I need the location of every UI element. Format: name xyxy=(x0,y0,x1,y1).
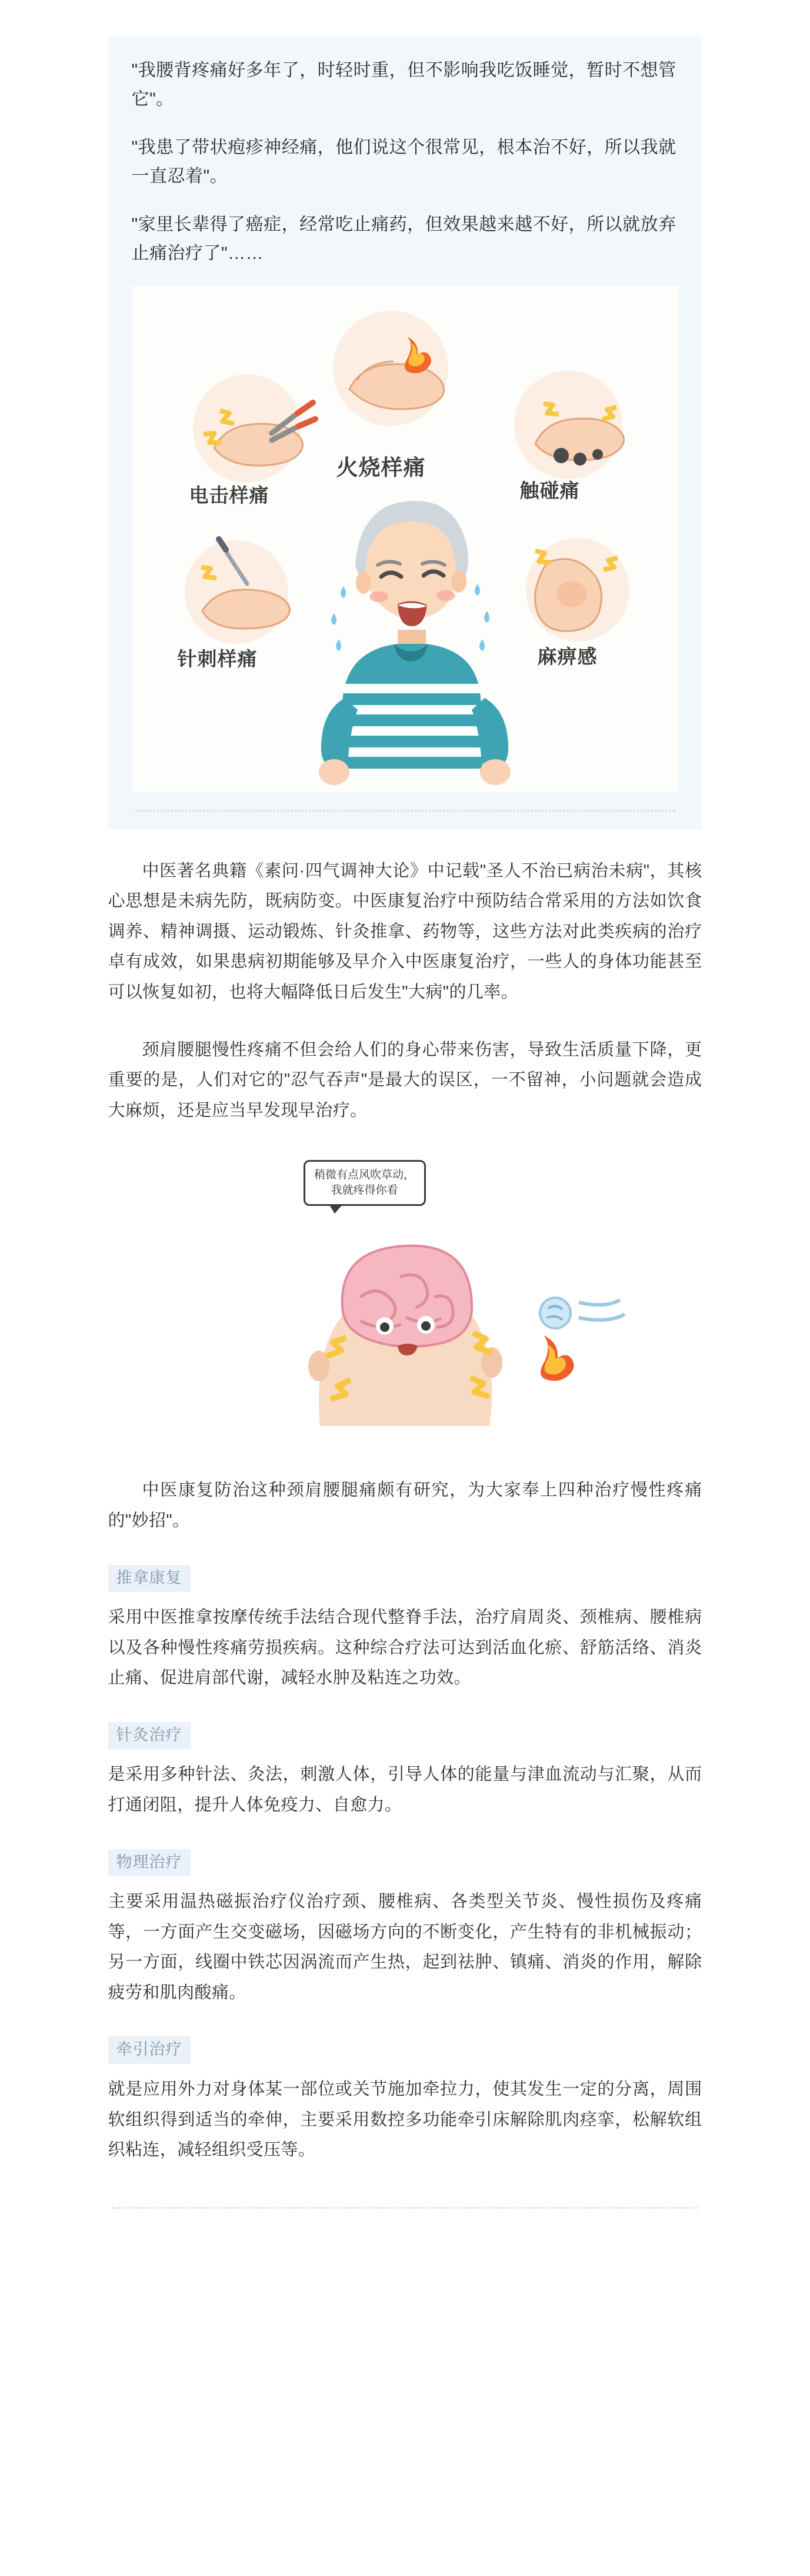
patient-quote: "家里长辈得了癌症，经常吃止痛药，但效果越来越不好，所以就放弃止痛治疗了"…… xyxy=(131,215,676,263)
section-title: 牵引治疗 xyxy=(108,2036,191,2063)
section-traction xyxy=(108,2008,702,2165)
section-title: 物理治疗 xyxy=(108,1849,191,1876)
section-acupuncture xyxy=(108,1694,702,1821)
burning-hand-group xyxy=(333,311,448,426)
divider xyxy=(135,810,675,812)
section-body: 是采用多种针法、灸法，刺激人体，引导人体的能量与津血流动与汇聚，从而打通闭阻，提升人体免疫力、自愈力。 xyxy=(108,1765,702,1814)
divider xyxy=(112,2207,699,2209)
label-numbness: 麻痹感 xyxy=(537,645,598,667)
section-body: 采用中医推拿按摩传统手法结合现代整脊手法，治疗肩周炎、颈椎病、腰椎病以及各种慢性疼痛劳损疾病。这种综合疗法可达到活血化瘀、舒筋活络、消炎止痛、促进肩部代谢，减轻水肿及粘连之功效。 xyxy=(108,1608,702,1688)
body-paragraph: 中医著名典籍《素问·四气调神大论》中记载"圣人不治已病治未病"，其核心思想是未病先防，既病防变。中医康复治疗中预防结合常采用的方法如饮食调养、精神调摄、运动锻炼、针灸推拿、药物等，这些方法对此类疾病的治疗卓有成效，如果患病初期能够及早介入中医康复治疗，一些人的身体功能甚至可以恢复如初，也将大幅降低日后发生"大病"的几率。 xyxy=(108,861,702,1002)
patient-quote: "我腰背疼痛好多年了，时轻时重，但不影响我吃饭睡觉，暂时不想管它"。 xyxy=(131,61,676,109)
section-physiotherapy xyxy=(108,1821,702,2009)
article-content xyxy=(108,0,702,2209)
pain-speech-bubble: 稍微有点风吹草动，我就疼得你看 xyxy=(304,1160,426,1205)
label-touch-pain: 触碰痛 xyxy=(519,479,580,501)
label-burning-pain: 火烧样痛 xyxy=(336,455,426,480)
body-paragraph: 颈肩腰腿慢性疼痛不但会给人们的身心带来伤害，导致生活质量下降，更重要的是，人们对它的"忍气吞声"是最大的误区，一不留神，小问题就会造成大麻烦，还是应当早发现早治疗。 xyxy=(108,1040,702,1120)
brain-pain-illustration xyxy=(108,1149,702,1455)
section-tuina xyxy=(108,1537,702,1694)
wind-icon xyxy=(540,1298,625,1328)
pain-types-illustration xyxy=(132,286,679,792)
label-electric-shock-pain: 电击样痛 xyxy=(189,484,269,506)
patient-quotes-block xyxy=(108,36,702,829)
body-paragraph: 中医康复防治这种颈肩腰腿痛颇有研究，为大家奉上四种治疗慢性疼痛的"妙招"。 xyxy=(108,1481,702,1531)
patient-quote: "我患了带状疱疹神经痛，他们说这个很常见，根本治不好，所以我就一直忍着"。 xyxy=(131,138,676,186)
pain-types-graphic xyxy=(132,286,679,792)
section-body: 主要采用温热磁振治疗仪治疗颈、腰椎病、各类型关节炎、慢性损伤及疼痛等，一方面产生交变磁场，因磁场方向的不断变化，产生特有的非机械振动；另一方面，线圈中铁芯因涡流而产生热，起到祛肿、镇痛、消炎的作用，解除疲劳和肌肉酸痛。 xyxy=(108,1892,702,2002)
flame-icon xyxy=(541,1335,574,1381)
section-body: 就是应用外力对身体某一部位或关节施加牵拉力，使其发生一定的分离，周围软组织得到适当的牵伸，主要采用数控多功能牵引床解除肌肉痉挛，松解软组织粘连，减轻组织受压等。 xyxy=(108,2079,702,2160)
section-title: 针灸治疗 xyxy=(108,1722,191,1749)
numbness-group xyxy=(526,538,629,641)
label-needle-pain: 针刺样痛 xyxy=(177,647,258,670)
section-title: 推拿康复 xyxy=(108,1565,191,1592)
